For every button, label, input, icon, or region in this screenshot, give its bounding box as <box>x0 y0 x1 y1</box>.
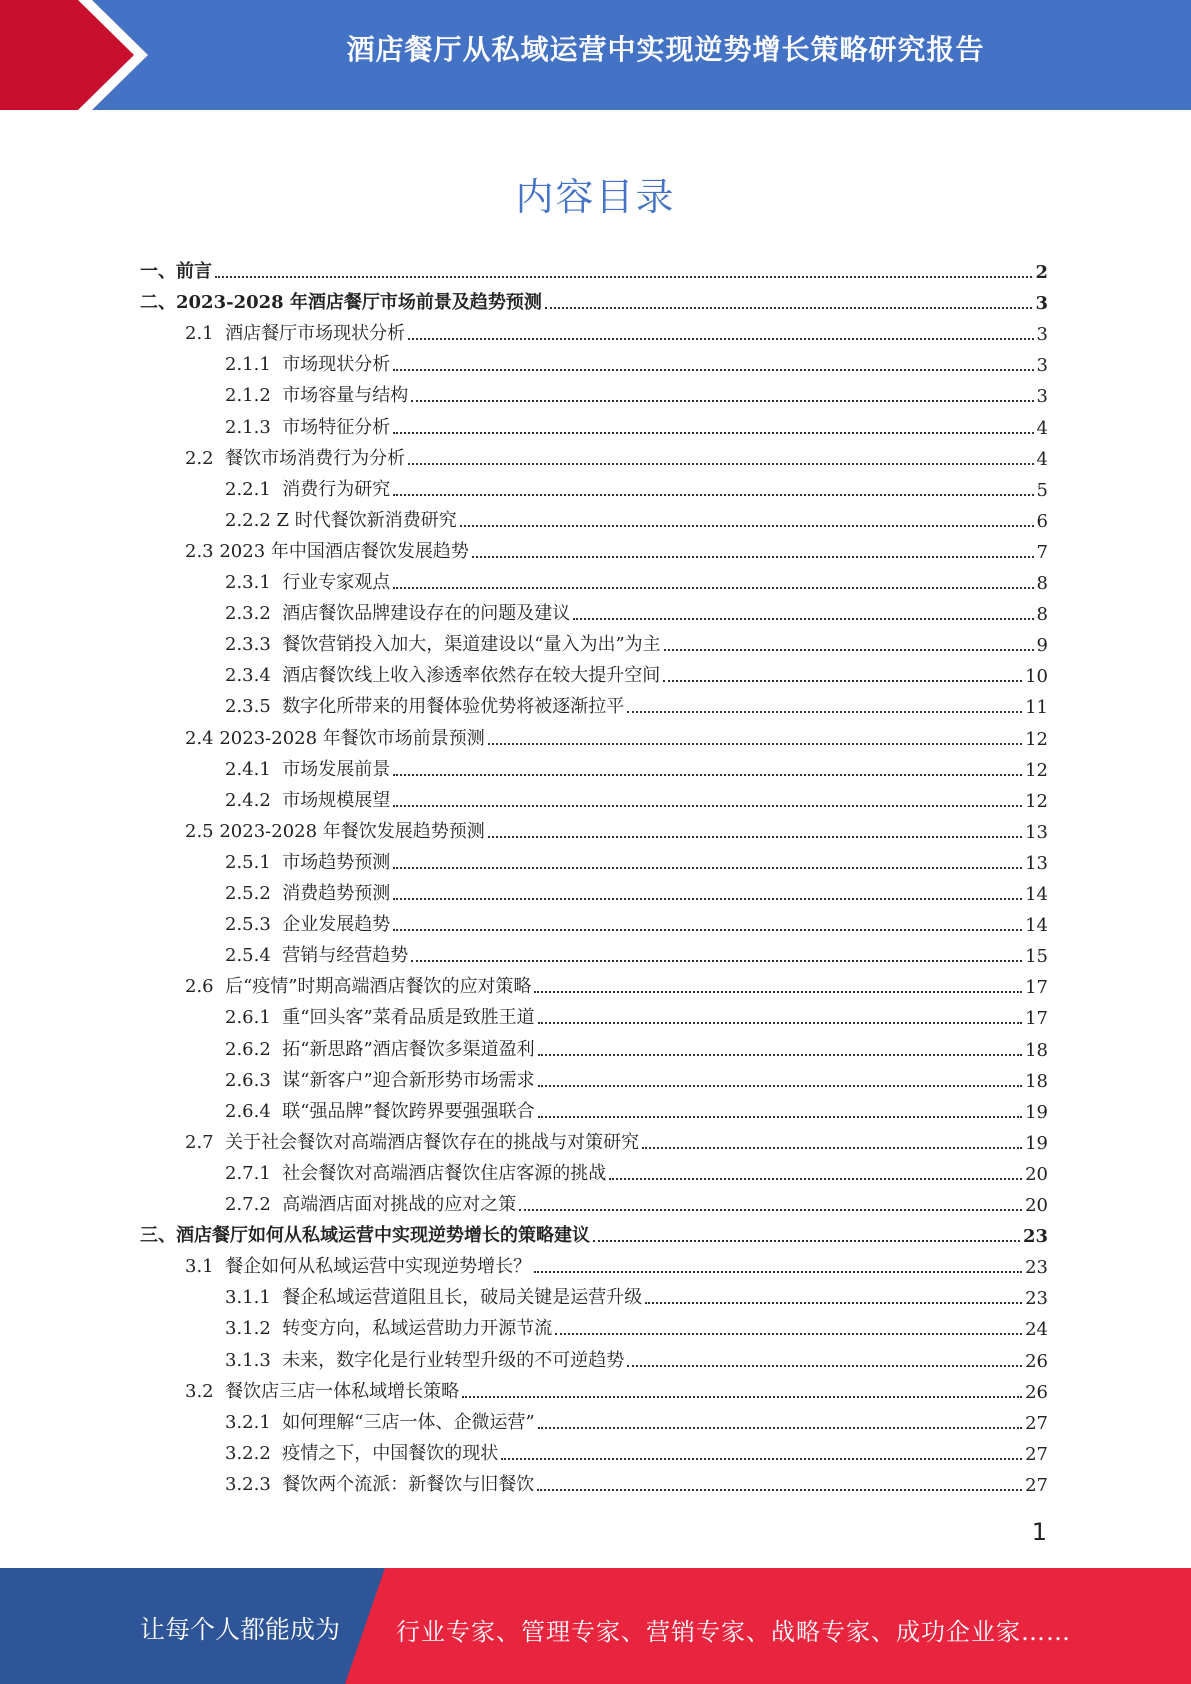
toc-entry-page: 20 <box>1025 1163 1048 1185</box>
toc-dot-leader <box>645 1302 1022 1304</box>
toc-entry-label: 2.1.2 市场容量与结构 <box>225 385 409 407</box>
toc-entry-page: 27 <box>1025 1474 1048 1496</box>
toc-entry[interactable] <box>140 812 1048 843</box>
toc-entry[interactable] <box>140 936 1048 967</box>
toc-dot-leader <box>488 743 1022 745</box>
toc-entry-label: 3.1.2 转变方向，私域运营助力开源节流 <box>225 1318 553 1340</box>
toc-entry-label: 3.2.1 如何理解“三店一体、企微运营” <box>225 1411 535 1433</box>
toc-entry[interactable] <box>140 843 1048 874</box>
toc-entry[interactable] <box>140 781 1048 812</box>
toc-entry[interactable] <box>140 1372 1048 1403</box>
toc-entry-page: 19 <box>1025 1132 1048 1154</box>
toc-entry[interactable] <box>140 1465 1048 1496</box>
toc-dot-leader <box>408 338 1033 340</box>
toc-entry-label: 2.3.5 数字化所带来的用餐体验优势将被逐渐拉平 <box>225 696 625 718</box>
toc-entry-page: 20 <box>1025 1195 1048 1216</box>
toc-dot-leader <box>642 1147 1022 1149</box>
toc-entry-page: 7 <box>1036 541 1048 563</box>
toc-entry-label: 2.7.1 社会餐饮对高端酒店餐饮住店客源的挑战 <box>225 1162 607 1184</box>
toc-entry-page: 14 <box>1025 915 1048 937</box>
toc-entry-page: 3 <box>1036 355 1048 377</box>
toc-entry-label: 2.6.1 重“回头客”菜肴品质是致胜王道 <box>225 1007 535 1029</box>
toc-entry-page: 12 <box>1025 728 1048 750</box>
toc-entry[interactable] <box>140 1185 1048 1216</box>
toc-entry-label: 3.2.2 疫情之下，中国餐饮的现状 <box>225 1442 499 1464</box>
toc-entry-label: 3.2.3 餐饮两个流派：新餐饮与旧餐饮 <box>225 1473 535 1495</box>
toc-entry-page: 18 <box>1025 1039 1048 1061</box>
toc-dot-leader <box>593 1240 1020 1242</box>
toc-entry-page: 23 <box>1025 1288 1048 1310</box>
toc-entry-page: 26 <box>1025 1350 1048 1372</box>
toc-entry-label: 2.3.2 酒店餐饮品牌建设存在的问题及建议 <box>225 603 571 625</box>
toc-entry-label: 3.1.1 餐企私域运营道阻且长，破局关键是运营升级 <box>225 1287 643 1309</box>
toc-dot-leader <box>534 991 1022 993</box>
toc-entry-page: 19 <box>1025 1101 1048 1123</box>
toc-entry-label: 2.5.1 市场趋势预测 <box>225 851 391 873</box>
toc-dot-leader <box>393 929 1022 931</box>
footer-slogan-right: 行业专家、管理专家、营销专家、战略专家、成功企业家…… <box>396 1618 1071 1646</box>
toc-entry[interactable] <box>140 967 1048 998</box>
toc-entry[interactable] <box>140 719 1048 750</box>
toc-entry-page: 2 <box>1035 262 1048 283</box>
toc-dot-leader <box>393 587 1033 589</box>
toc-dot-leader <box>627 711 1022 713</box>
toc-entry-label: 2.5.4 营销与经营趋势 <box>225 945 409 967</box>
toc-entry-page: 12 <box>1025 759 1048 781</box>
toc-entry-page: 10 <box>1025 666 1048 688</box>
toc-dot-leader <box>393 369 1033 371</box>
toc-entry-page: 27 <box>1025 1443 1048 1465</box>
toc-entry[interactable] <box>140 1061 1048 1092</box>
toc-entry[interactable] <box>140 1247 1048 1278</box>
toc-dot-leader <box>664 649 1034 651</box>
toc-dot-leader <box>555 1333 1022 1335</box>
toc-entry[interactable] <box>140 1434 1048 1465</box>
toc-entry[interactable] <box>140 1216 1048 1247</box>
toc-entry[interactable] <box>140 439 1048 470</box>
toc-entry-label: 3.1 餐企如何从私域运营中实现逆势增长？ <box>185 1256 532 1278</box>
toc-entry[interactable] <box>140 905 1048 936</box>
toc-dot-leader <box>393 774 1022 776</box>
toc-entry-label: 2.1.3 市场特征分析 <box>225 416 391 438</box>
toc-entry[interactable] <box>140 594 1048 625</box>
toc-entry-page: 3 <box>1036 324 1048 346</box>
toc-entry-page: 18 <box>1025 1070 1048 1092</box>
toc-dot-leader <box>393 805 1022 807</box>
toc-entry-label: 2.3 2023 年中国酒店餐饮发展趋势 <box>185 540 469 562</box>
toc-dot-leader <box>488 836 1022 838</box>
footer-slogan-left: 让每个人都能成为 <box>140 1615 341 1644</box>
toc-entry-page: 5 <box>1036 479 1048 501</box>
toc-entry-page: 17 <box>1025 1008 1048 1030</box>
toc-entry[interactable] <box>140 1030 1048 1061</box>
toc-entry-label: 2.7.2 高端酒店面对挑战的应对之策 <box>225 1194 517 1215</box>
toc-entry-label: 2.3.1 行业专家观点 <box>225 572 391 593</box>
toc-entry-label: 2.4.1 市场发展前景 <box>225 758 391 780</box>
toc-entry[interactable] <box>140 1341 1048 1372</box>
toc-entry-label: 二、2023-2028 年酒店餐厅市场前景及趋势预测 <box>140 292 542 314</box>
toc-dot-leader <box>411 400 1033 402</box>
toc-entry-label: 2.6.4 联“强品牌”餐饮跨界要强强联合 <box>225 1100 535 1122</box>
report-title: 酒店餐厅从私域运营中实现逆势增长策略研究报告 <box>346 33 985 66</box>
toc-entry-label: 2.2.2 Z 时代餐饮新消费研究 <box>225 509 457 531</box>
toc-entry-label: 2.1.1 市场现状分析 <box>225 354 391 376</box>
toc-entry[interactable] <box>140 252 1048 283</box>
toc-dot-leader <box>411 960 1022 962</box>
toc-entry[interactable] <box>140 1154 1048 1185</box>
toc-dot-leader <box>215 276 1032 278</box>
toc-entry[interactable] <box>140 1278 1048 1309</box>
toc-entry-label: 一、前言 <box>140 261 212 282</box>
toc-dot-leader <box>393 867 1022 869</box>
toc-entry-label: 3.1.3 未来，数字化是行业转型升级的不可逆趋势 <box>225 1349 625 1371</box>
toc-entry[interactable] <box>140 687 1048 718</box>
toc-dot-leader <box>545 307 1033 309</box>
toc-entry-page: 14 <box>1025 884 1048 905</box>
toc-entry-page: 26 <box>1025 1381 1048 1403</box>
toc-entry-page: 3 <box>1035 293 1048 315</box>
toc-entry[interactable] <box>140 532 1048 563</box>
toc-entry[interactable] <box>140 874 1048 905</box>
toc-dot-leader <box>393 898 1022 900</box>
toc-entry-page: 24 <box>1025 1319 1048 1341</box>
toc-entry[interactable] <box>140 1123 1048 1154</box>
toc-entry[interactable] <box>140 470 1048 501</box>
toc-entry-label: 2.5.3 企业发展趋势 <box>225 914 391 936</box>
toc-entry-label: 2.1 酒店餐厅市场现状分析 <box>185 323 406 345</box>
toc-entry-page: 4 <box>1036 417 1048 439</box>
toc-entry[interactable] <box>140 656 1048 687</box>
toc-dot-leader <box>538 1054 1022 1056</box>
toc-entry-label: 3.2 餐饮店三店一体私域增长策略 <box>185 1380 460 1402</box>
toc-entry-page: 8 <box>1036 573 1048 594</box>
toc-entry-label: 2.3.3 餐饮营销投入加大，渠道建设以“量入为出”为主 <box>225 634 661 656</box>
toc-title: 内容目录 <box>515 175 676 219</box>
toc-entry-label: 三、酒店餐厅如何从私域运营中实现逆势增长的策略建议 <box>140 1225 590 1247</box>
toc-dot-leader <box>538 1427 1022 1429</box>
toc-entry-label: 2.7 关于社会餐饮对高端酒店餐饮存在的挑战与对策研究 <box>185 1131 640 1153</box>
toc-dot-leader <box>538 1022 1022 1024</box>
header-banner <box>0 0 1191 110</box>
toc-entry[interactable] <box>140 625 1048 656</box>
toc-dot-leader <box>627 1365 1022 1367</box>
toc-entry[interactable] <box>140 563 1048 594</box>
toc-entry[interactable] <box>140 376 1048 407</box>
toc-dot-leader <box>472 556 1034 558</box>
toc-dot-leader <box>663 680 1022 682</box>
toc-entry-page: 3 <box>1036 386 1048 408</box>
toc-entry-page: 11 <box>1025 697 1048 719</box>
toc-dot-leader <box>538 1116 1022 1118</box>
toc-entry-label: 2.3.4 酒店餐饮线上收入渗透率依然存在较大提升空间 <box>225 665 661 687</box>
header-chevron-icon <box>0 0 150 110</box>
toc-entry-label: 2.5 2023-2028 年餐饮发展趋势预测 <box>185 820 485 842</box>
toc-entry-label: 2.2.1 消费行为研究 <box>225 478 391 500</box>
toc-dot-leader <box>609 1178 1022 1180</box>
toc-dot-leader <box>537 1489 1022 1491</box>
toc-entry[interactable] <box>140 314 1048 345</box>
toc-entry-page: 17 <box>1025 977 1048 999</box>
toc-entry[interactable] <box>140 998 1048 1029</box>
toc-entry-page: 27 <box>1025 1412 1048 1434</box>
toc-dot-leader <box>393 432 1033 434</box>
toc-dot-leader <box>534 1271 1022 1273</box>
toc-dot-leader <box>519 1209 1022 1211</box>
page-number: 1 <box>1031 1518 1047 1546</box>
toc-entry[interactable] <box>140 1092 1048 1123</box>
toc-entry-page: 4 <box>1036 448 1048 470</box>
toc-entry-label: 2.5.2 消费趋势预测 <box>225 883 391 904</box>
toc-entry-label: 2.4 2023-2028 年餐饮市场前景预测 <box>185 727 485 749</box>
toc-entry-page: 15 <box>1025 946 1048 968</box>
toc-entry[interactable] <box>140 408 1048 439</box>
toc-entry[interactable] <box>140 1403 1048 1434</box>
toc-entry-label: 2.4.2 市场规模展望 <box>225 789 391 811</box>
toc-entry-label: 2.6.3 谋“新客户”迎合新形势市场需求 <box>225 1069 535 1091</box>
toc-dot-leader <box>408 463 1033 465</box>
toc-entry[interactable] <box>140 1309 1048 1340</box>
toc-entry-page: 13 <box>1025 852 1048 874</box>
toc-entry[interactable] <box>140 750 1048 781</box>
toc-entry-page: 9 <box>1036 635 1048 657</box>
toc-dot-leader <box>501 1458 1022 1460</box>
toc-dot-leader <box>460 525 1034 527</box>
toc-entry-page: 8 <box>1036 604 1048 626</box>
toc-entry-label: 2.6.2 拓“新思路”酒店餐饮多渠道盈利 <box>225 1038 535 1060</box>
toc-entry-label: 2.6 后“疫情”时期高端酒店餐饮的应对策略 <box>185 976 532 998</box>
toc-entry-page: 13 <box>1025 821 1048 843</box>
toc-dot-leader <box>462 1396 1022 1398</box>
toc-entry-page: 12 <box>1025 790 1048 812</box>
toc-dot-leader <box>393 494 1033 496</box>
toc-entry-label: 2.2 餐饮市场消费行为分析 <box>185 447 406 469</box>
toc-entry-page: 23 <box>1025 1257 1048 1279</box>
footer-banner <box>0 1568 1191 1684</box>
toc-entry-page: 23 <box>1022 1226 1048 1248</box>
toc-dot-leader <box>573 618 1033 620</box>
toc-entry-page: 6 <box>1036 510 1048 532</box>
toc-entry[interactable] <box>140 501 1048 532</box>
toc-entry[interactable] <box>140 283 1048 314</box>
toc-entry[interactable] <box>140 345 1048 376</box>
toc-dot-leader <box>538 1085 1022 1087</box>
